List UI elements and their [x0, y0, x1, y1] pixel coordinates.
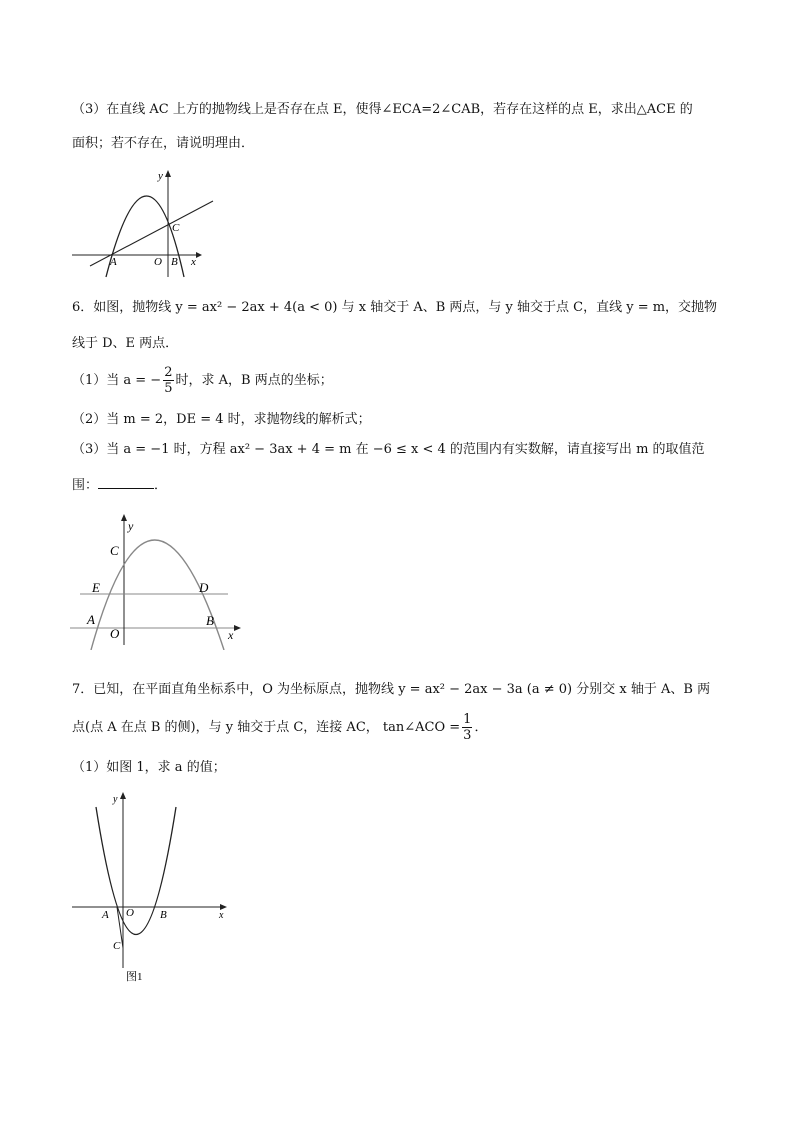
q7-part1: （1）如图 1，求 a 的值； — [72, 760, 226, 775]
q6-part3-line1: （3）当 a = −1 时，方程 ax² − 3ax + 4 = m 在 −6 ≤ x < 4 的范围内有实数解，请直接写出 m 的取值范 — [72, 442, 705, 457]
q5-label-y: y — [158, 170, 163, 182]
q6-label-A: A — [87, 612, 95, 627]
q6-label-B: B — [206, 613, 214, 628]
q6-line1: 6．如图，抛物线 y = ax² − 2ax + 4(a < 0) 与 x 轴交于 A、B 两点，与 y 轴交于点 C，直线 y = m，交抛物 — [72, 300, 718, 315]
q6-part1-suffix: 时，求 A，B 两点的坐标； — [175, 373, 333, 388]
q7-label-B: B — [160, 909, 167, 921]
q6-part1-prefix: （1）当 a = − — [72, 373, 162, 388]
q6-part3-line2 — [72, 474, 734, 496]
q6-line2: 线于 D、E 两点． — [72, 336, 179, 351]
q6-label-E: E — [92, 580, 100, 595]
q7-fraction — [462, 712, 472, 743]
q5-label-x: x — [191, 256, 196, 268]
q7-label-O: O — [126, 907, 134, 919]
q7-figure — [68, 790, 238, 990]
q7-line2-suffix: ． — [474, 720, 488, 735]
q6-part2: （2）当 m = 2，DE = 4 时，求抛物线的解析式； — [72, 412, 371, 427]
q6-figure — [70, 510, 250, 650]
q6-part1-fraction — [163, 365, 173, 396]
q6-label-x: x — [228, 628, 234, 642]
q6-part1 — [72, 362, 734, 400]
q6-label-y: y — [128, 519, 134, 533]
q6-answer-blank[interactable] — [98, 474, 154, 489]
q7-line1: 7．已知，在平面直角坐标系中，O 为坐标原点，抛物线 y = ax² − 2ax − 3a (a ≠ 0) 分别交 x 轴于 A、B 两 — [72, 682, 711, 697]
q7-figure-caption: 图1 — [126, 971, 143, 983]
q6-part3-prefix: 围： — [72, 478, 99, 493]
q6-label-C: C — [110, 543, 119, 558]
q6-part1-frac-num: 2 — [164, 365, 173, 380]
q7-label-C: C — [113, 940, 121, 952]
q5-label-C: C — [172, 222, 180, 234]
q7-frac-num: 1 — [463, 712, 472, 727]
q7-line2-prefix: 点(点 A 在点 B 的侧)，与 y 轴交于点 C，连接 AC， tan∠ACO = — [72, 720, 461, 735]
q7-frac-den: 3 — [463, 728, 472, 743]
q6-part3-suffix: ． — [154, 478, 168, 493]
q5-figure — [68, 165, 218, 285]
q7-label-x: x — [219, 910, 224, 921]
q5-part3-line2: 面积；若不存在，请说明理由． — [72, 136, 255, 151]
q7-label-A: A — [102, 909, 109, 921]
q6-label-D: D — [199, 580, 209, 595]
q6-label-O: O — [110, 626, 120, 641]
q5-label-O: O — [154, 256, 162, 268]
q5-label-B: B — [171, 256, 178, 268]
q7-label-y: y — [113, 794, 118, 805]
q5-label-A: A — [110, 256, 117, 268]
q7-line2 — [72, 709, 734, 747]
q5-part3-line1: （3）在直线 AC 上方的抛物线上是否存在点 E，使得∠ECA=2∠CAB，若存在这样的点 E，求出△ACE 的 — [72, 102, 693, 117]
q6-part1-frac-den: 5 — [164, 381, 173, 396]
